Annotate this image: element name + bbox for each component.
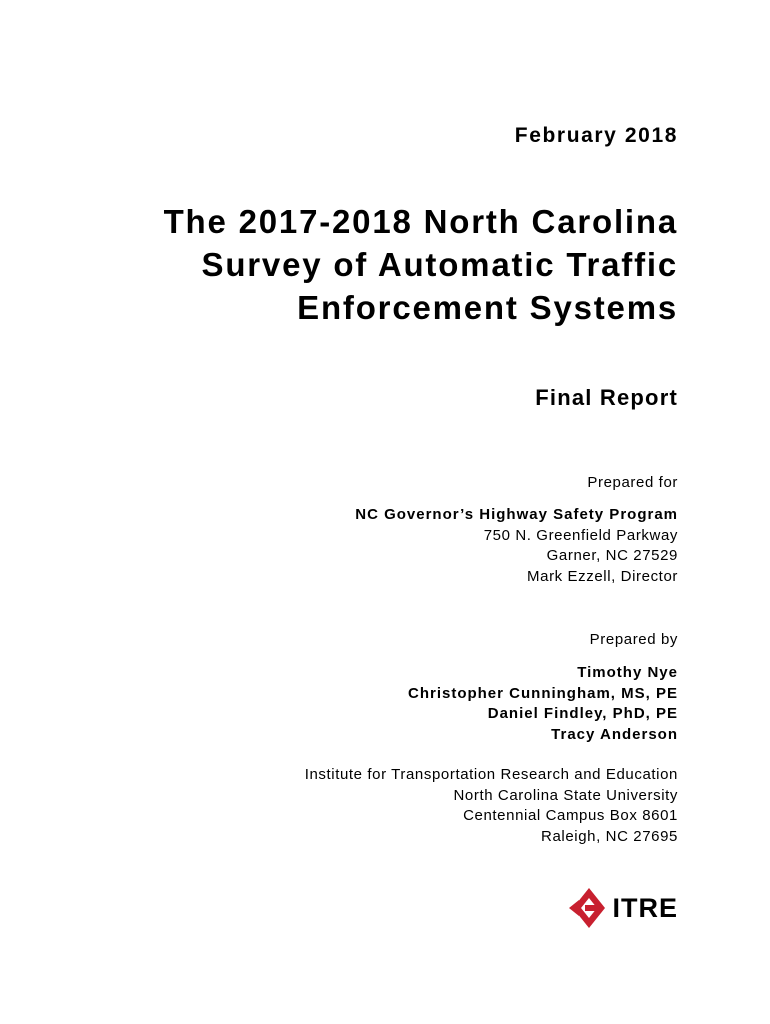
itre-logo-text: ITRE — [612, 892, 678, 923]
title-line-1: The 2017-2018 North Carolina — [163, 203, 678, 240]
client-organization: NC Governor’s Highway Safety Program — [355, 506, 678, 523]
authors-list — [408, 663, 678, 745]
report-date: February 2018 — [514, 124, 678, 147]
client-block — [355, 505, 678, 587]
title-line-2: Survey of Automatic Traffic — [201, 246, 678, 283]
itre-arrow-logo-icon — [569, 886, 609, 930]
report-subtitle: Final Report — [535, 385, 678, 410]
institute-university: North Carolina State University — [453, 786, 678, 804]
prepared-for-label: Prepared for — [587, 474, 678, 491]
client-contact: Mark Ezzell, Director — [527, 567, 678, 585]
prepared-by-label: Prepared by — [589, 631, 678, 648]
itre-logo — [569, 885, 678, 931]
institute-block — [305, 765, 678, 847]
author-name: Timothy Nye — [577, 664, 678, 681]
title-line-3: Enforcement Systems — [297, 289, 678, 326]
client-address-line-1: 750 N. Greenfield Parkway — [483, 526, 678, 544]
institute-city: Raleigh, NC 27695 — [541, 827, 678, 845]
author-name: Christopher Cunningham, MS, PE — [407, 684, 678, 702]
institute-name: Institute for Transportation Research and Education — [304, 766, 678, 783]
institute-box: Centennial Campus Box 8601 — [463, 807, 678, 824]
author-name: Daniel Findley, PhD, PE — [487, 705, 678, 722]
client-address-line-2: Garner, NC 27529 — [546, 547, 678, 564]
report-title — [164, 200, 678, 329]
author-name: Tracy Anderson — [551, 725, 678, 743]
